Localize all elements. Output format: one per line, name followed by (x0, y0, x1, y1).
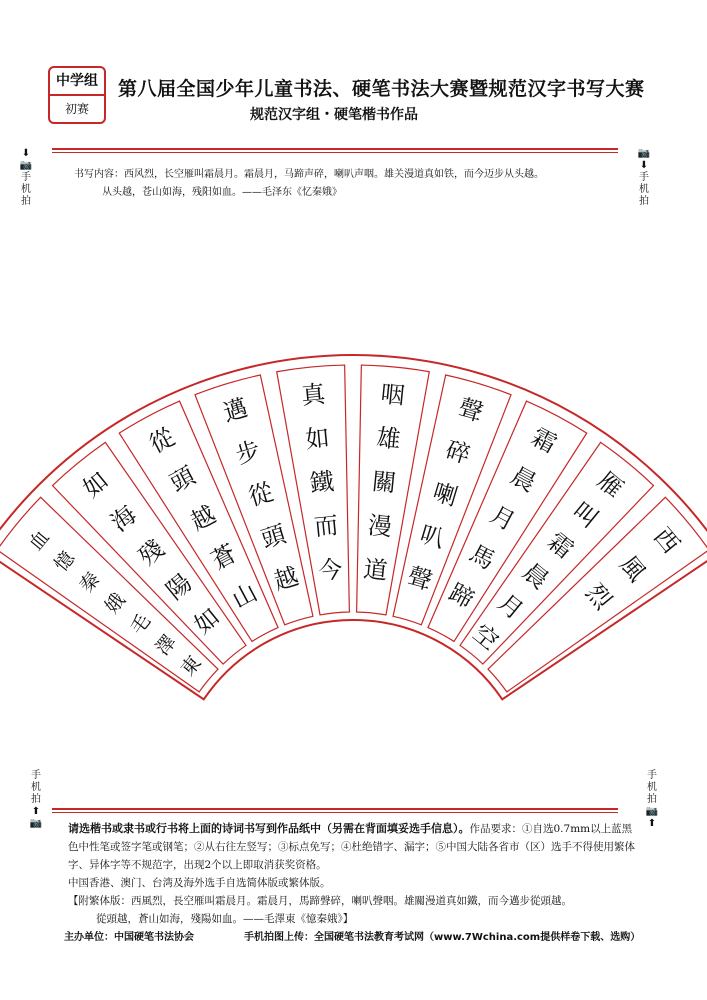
photo-note-bottom-right: 手机拍 📷⬆ (645, 770, 659, 829)
fan-character: 雄 (375, 423, 402, 454)
bottom-rule (52, 808, 618, 810)
photo-note-bottom-left: 手机拍 ⬆📷 (29, 770, 43, 829)
fan-character: 叫 (567, 496, 604, 534)
fan-character: 真 (299, 379, 327, 411)
fan-character: 山 (227, 578, 262, 615)
fan-character: 秦 (75, 568, 105, 597)
fan-character: 月 (492, 588, 529, 626)
fan-character: 喇 (429, 477, 461, 512)
requirements-text: ①自选0.7mm以上蓝黑色中性笔或签字笔或钢笔；②从右往左竖写；③标点免写；④杜绝错字、漏字；⑤中国大陆各省市（区）选手不得使用繁体字、异体字等不规范字，出现2个以上即取消获奖资格。 (68, 823, 635, 871)
fan-character: 血 (24, 526, 54, 555)
fan-character: 今 (317, 554, 344, 586)
badge-round: 初赛 (64, 102, 89, 116)
fan-character: 憶 (50, 547, 80, 576)
fan-character: 陽 (161, 568, 198, 606)
fan-character: 海 (105, 500, 142, 538)
fan-character: 從 (144, 422, 180, 459)
fan-character: 霜 (526, 422, 562, 459)
fan-character: 殘 (133, 534, 170, 572)
fan-character: 鐵 (308, 467, 336, 498)
fan-character: 邁 (219, 393, 251, 428)
bottom-rule-thin (52, 812, 618, 813)
fan-character: 蒼 (206, 539, 242, 576)
fan-outline (0, 355, 707, 699)
badge-group: 中学组 (50, 68, 104, 96)
fan-character: 晨 (506, 461, 541, 498)
requirements-lead: 请选楷书或隶书或行书将上面的诗词书写到作品纸中（另需在背面填妥选手信息）。 (68, 822, 470, 835)
fan-character: 步 (232, 435, 264, 470)
fan-character: 越 (186, 500, 221, 537)
fan-character: 聲 (404, 561, 436, 596)
fan-character: 西 (648, 522, 686, 559)
requirements-extra: 中国香港、澳门、台湾及海外选手自选简体版或繁体版。 (68, 877, 331, 889)
upload-info: 手机拍图上传：全国硬笔书法教育考试网（www.7Wchina.com提供样卷下载、选购） (244, 932, 641, 943)
fan-character: 晨 (517, 557, 554, 595)
organizer: 主办单位：中国硬笔书法协会 (64, 932, 194, 943)
fan-character: 東 (176, 651, 206, 681)
fan-character: 咽 (379, 379, 407, 411)
fan-character: 月 (485, 500, 520, 537)
fan-character: 而 (312, 511, 340, 542)
fan-character: 聲 (455, 393, 487, 428)
fan-character: 碎 (442, 435, 474, 470)
fan-character: 從 (245, 477, 277, 512)
fan-character: 漫 (366, 511, 394, 542)
fan-character: 如 (304, 423, 331, 454)
traditional-line-1: 【附繁体版：西風烈，長空雁叫霜晨月。霜晨月，馬蹄聲碎，喇叭聲咽。雄關漫道真如鐵，而今邁步從頭越。 (68, 895, 572, 907)
fan-character: 馬 (464, 539, 500, 576)
fan-character: 如 (77, 466, 114, 504)
fan-character: 越 (270, 561, 302, 596)
photo-note-top-left: ⬇📷 手机拍 (19, 148, 33, 207)
fan-character: 空 (467, 618, 504, 656)
page-title: 第八届全国少年儿童书法、硬笔书法大赛暨规范汉字书写大赛 (118, 78, 645, 100)
fan-character: 叭 (416, 519, 449, 554)
fan-character: 烈 (580, 578, 618, 615)
fan-character: 霜 (542, 527, 579, 565)
fan-character: 風 (614, 550, 652, 587)
requirements (68, 820, 638, 928)
fan-character: 娥 (100, 589, 130, 618)
fan-character: 蹄 (444, 578, 479, 615)
fan-character: 頭 (257, 519, 290, 554)
content-label: 书写内容： (74, 169, 124, 180)
fan-character: 頭 (165, 461, 200, 498)
page-subtitle: 规范汉字组・硬笔楷书作品 (250, 107, 418, 123)
fan-character: 澤 (151, 630, 181, 660)
content-line-1: 西风烈，长空雁叫霜晨月。霜晨月，马蹄声碎，喇叭声咽。雄关漫道真如铁，而今迈步从头越。 (124, 169, 544, 180)
fan-character: 道 (362, 554, 389, 586)
requirements-label: 作品要求： (469, 823, 522, 835)
content-line-2: 从头越，苍山如海，残阳如血。——毛泽东《忆秦娥》 (102, 187, 342, 198)
fan-character: 毛 (126, 609, 156, 639)
fan-character: 如 (188, 602, 226, 640)
fan-character: 雁 (592, 466, 629, 504)
fan-character: 關 (370, 467, 398, 498)
traditional-line-2: 從頭越，蒼山如海，殘陽如血。——毛澤東《憶秦娥》】 (96, 913, 354, 925)
photo-note-top-right: 📷⬇ 手机拍 (637, 148, 651, 207)
